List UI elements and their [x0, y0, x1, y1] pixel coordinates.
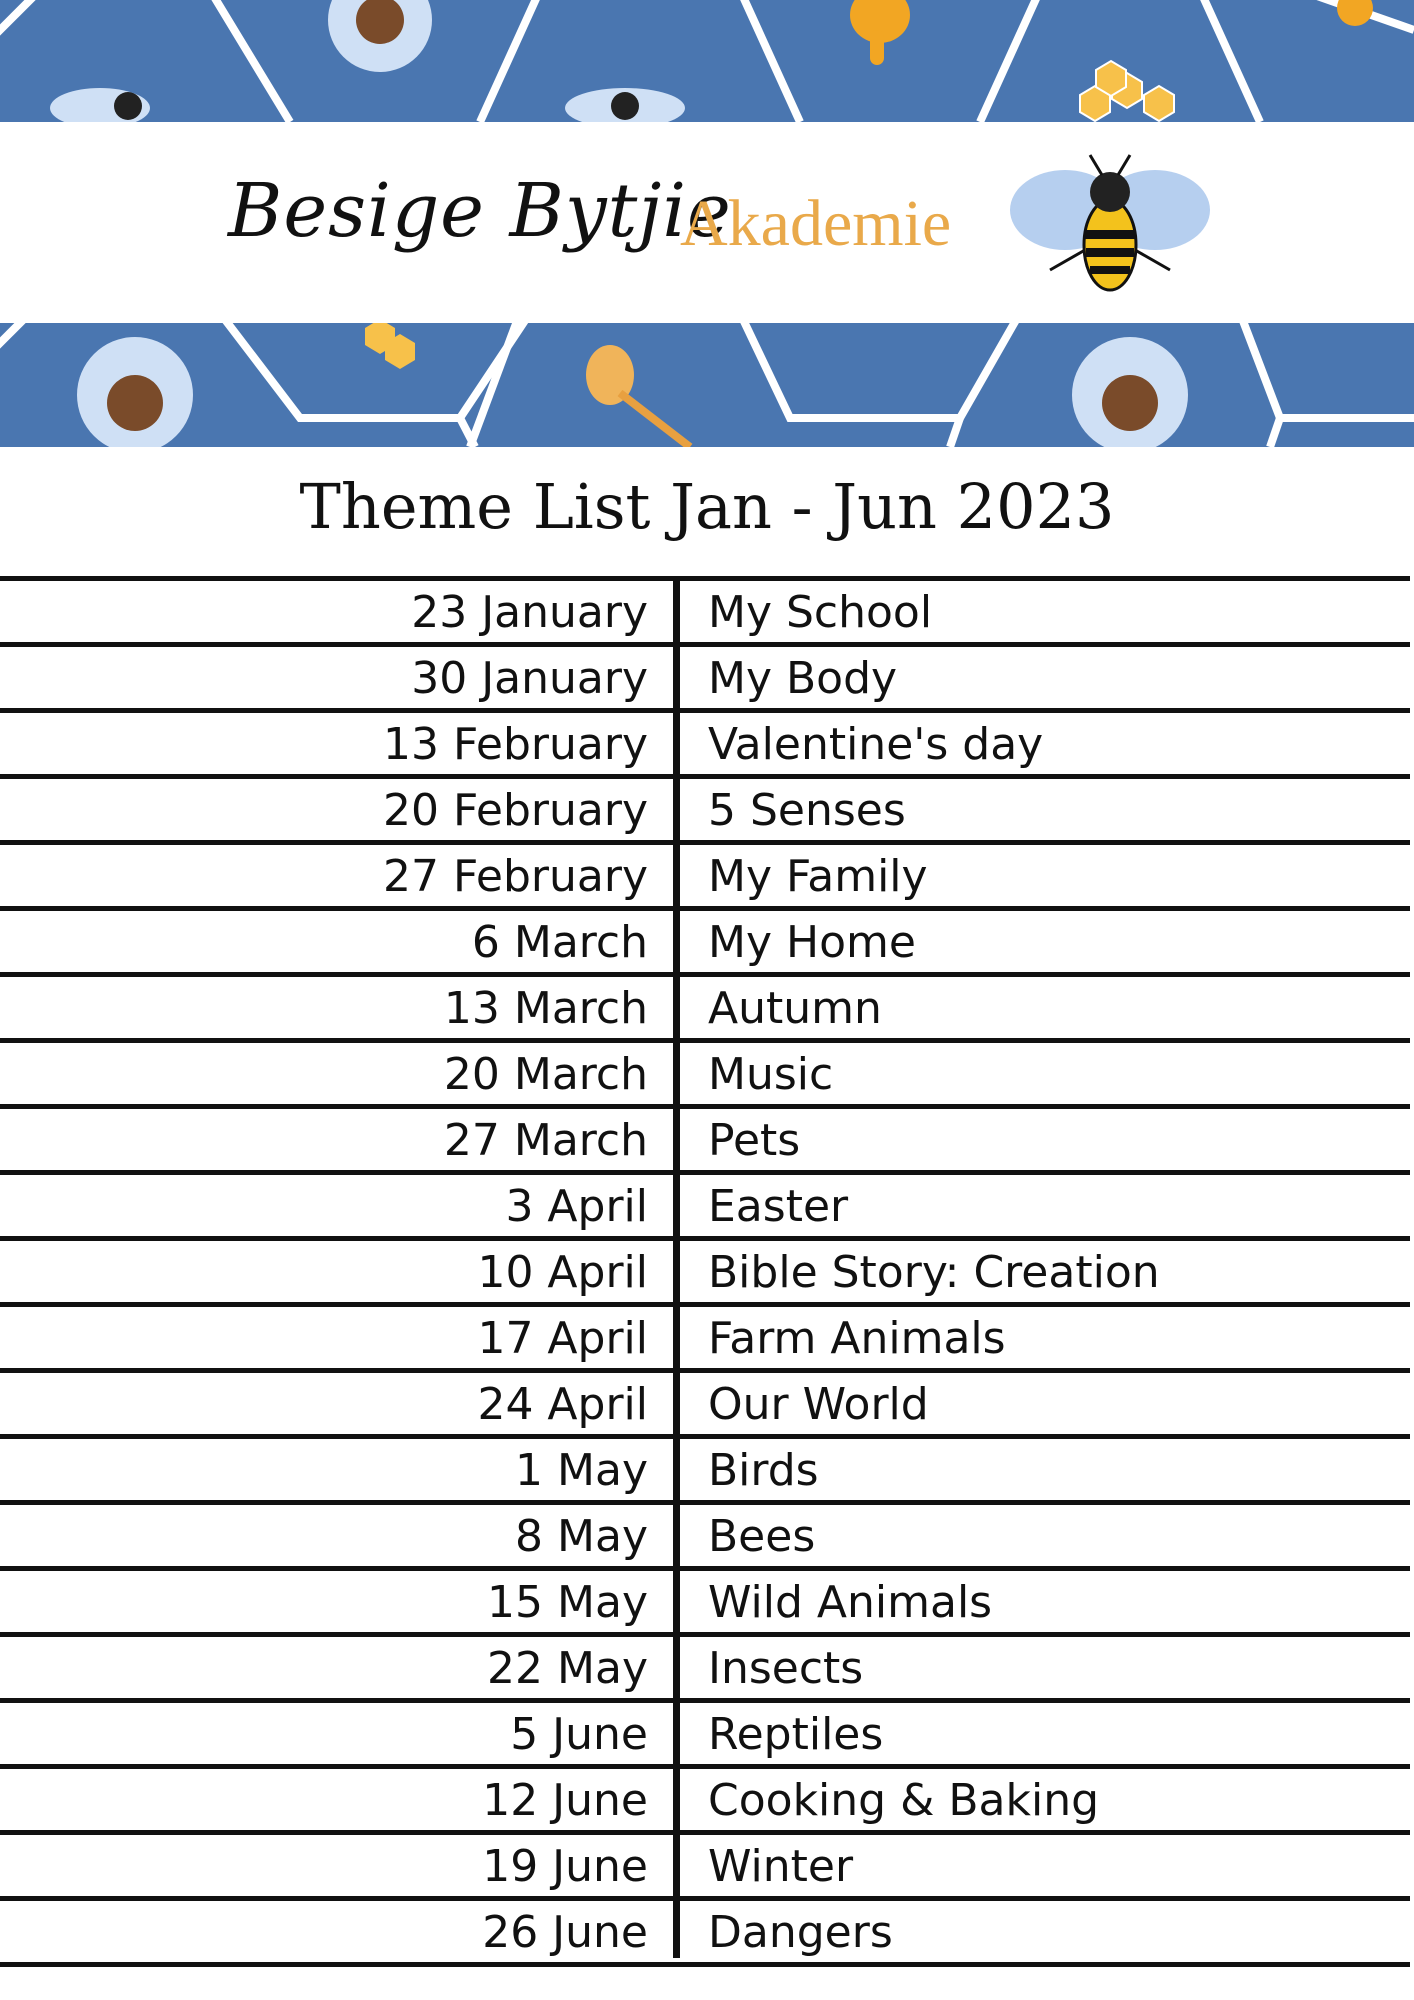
table-row: [0, 778, 1410, 844]
row-theme: Pets: [708, 1115, 801, 1166]
flower-icon: [328, 0, 432, 72]
flower-icon: [77, 337, 193, 447]
table-row: [0, 1900, 1410, 1966]
table-row: [0, 1306, 1410, 1372]
table-row: [0, 1570, 1410, 1636]
honey-drip-icon: [1337, 0, 1373, 26]
table-row: [0, 1108, 1410, 1174]
row-theme: Bees: [708, 1511, 816, 1562]
table-row: [0, 712, 1410, 778]
row-date: 27 March: [443, 1115, 648, 1166]
table-row: [0, 1438, 1410, 1504]
table-row: [0, 844, 1410, 910]
table-row: [0, 646, 1410, 712]
row-theme: Winter: [708, 1841, 854, 1892]
row-theme: Bible Story: Creation: [708, 1247, 1160, 1298]
honey-dipper-icon: [586, 345, 690, 447]
row-date: 8 May: [515, 1511, 648, 1562]
table-row: [0, 1042, 1410, 1108]
row-date: 23 January: [411, 587, 648, 638]
row-date: 17 April: [477, 1313, 648, 1364]
table-row: [0, 1636, 1410, 1702]
table-row: [0, 910, 1410, 976]
logo-word-text: Akademie: [680, 187, 952, 260]
honeycomb-icon: [365, 323, 415, 369]
table-row: [0, 1504, 1410, 1570]
row-date: 3 April: [505, 1181, 648, 1232]
page-title: Theme List Jan - Jun 2023: [299, 470, 1115, 543]
row-date: 20 March: [443, 1049, 648, 1100]
bee-icon: [1010, 150, 1210, 300]
table-row: [0, 976, 1410, 1042]
row-theme: Cooking & Baking: [708, 1775, 1100, 1826]
row-date: 15 May: [487, 1577, 648, 1628]
row-date: 20 February: [383, 785, 648, 836]
row-date: 27 February: [383, 851, 648, 902]
row-date: 6 March: [471, 917, 648, 968]
row-theme: My School: [708, 587, 933, 638]
row-theme: Farm Animals: [708, 1313, 1006, 1364]
row-theme: Dangers: [708, 1907, 893, 1958]
table-row: [0, 1702, 1410, 1768]
row-theme: 5 Senses: [708, 785, 906, 836]
row-theme: Insects: [708, 1643, 864, 1694]
row-date: 30 January: [411, 653, 648, 704]
theme-table: [0, 576, 1410, 1956]
table-row: [0, 1240, 1410, 1306]
row-theme: Reptiles: [708, 1709, 884, 1760]
table-row: [0, 1174, 1410, 1240]
bee-icon: [565, 88, 685, 122]
honeycomb-banner-top: [0, 0, 1414, 122]
row-date: 26 June: [482, 1907, 648, 1958]
row-theme: Autumn: [708, 983, 882, 1034]
row-theme: Music: [708, 1049, 834, 1100]
bee-icon: [50, 88, 150, 122]
row-theme: My Body: [708, 653, 898, 704]
row-theme: Easter: [708, 1181, 849, 1232]
row-date: 19 June: [482, 1841, 648, 1892]
honeycomb-banner-bottom: [0, 323, 1414, 447]
table-rule: [0, 1962, 1410, 1967]
table-row: [0, 1834, 1410, 1900]
table-column-divider: [673, 580, 680, 1958]
table-row: [0, 580, 1410, 646]
logo-script-text: Besige Bytjie: [228, 168, 732, 254]
table-row: [0, 1372, 1410, 1438]
row-theme: Our World: [708, 1379, 929, 1430]
row-date: 13 February: [383, 719, 648, 770]
honey-drip-icon: [850, 0, 910, 65]
row-theme: Valentine's day: [708, 719, 1044, 770]
row-theme: Wild Animals: [708, 1577, 993, 1628]
honeycomb-icon: [1080, 61, 1174, 121]
row-date: 5 June: [510, 1709, 648, 1760]
row-theme: Birds: [708, 1445, 819, 1496]
row-theme: My Family: [708, 851, 928, 902]
row-date: 12 June: [482, 1775, 648, 1826]
row-theme: My Home: [708, 917, 916, 968]
row-date: 10 April: [477, 1247, 648, 1298]
row-date: 1 May: [515, 1445, 648, 1496]
table-row: [0, 1768, 1410, 1834]
row-date: 24 April: [477, 1379, 648, 1430]
row-date: 13 March: [443, 983, 648, 1034]
flower-icon: [1072, 337, 1188, 447]
row-date: 22 May: [487, 1643, 648, 1694]
